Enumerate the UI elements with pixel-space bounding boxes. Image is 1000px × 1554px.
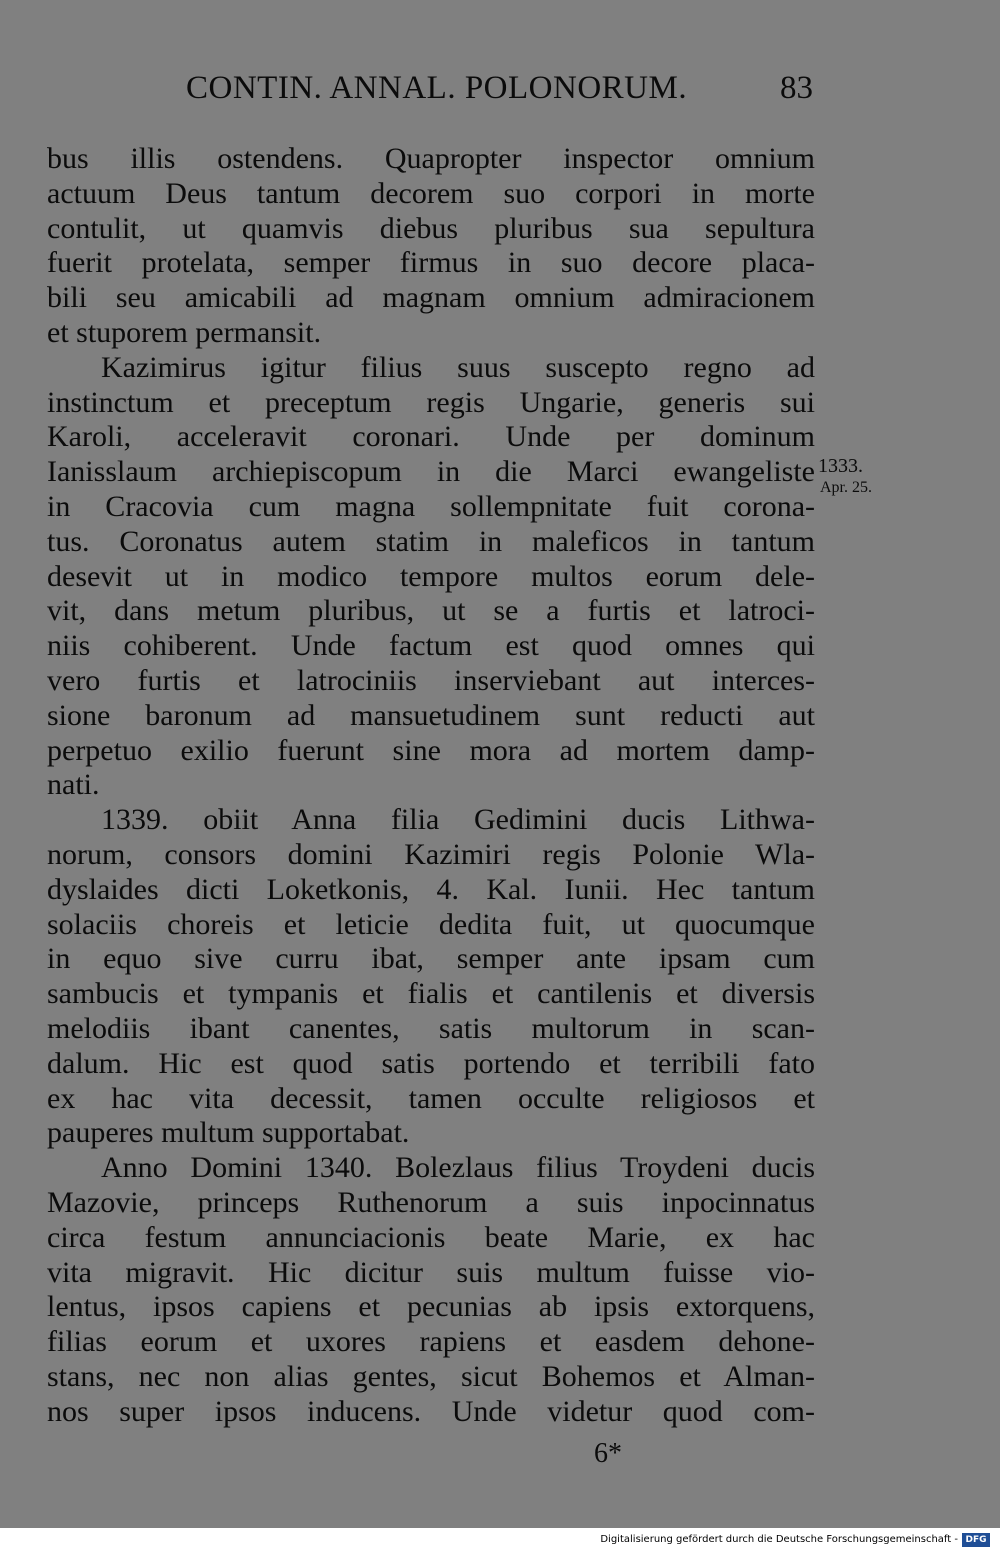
margin-note-year: 1333.	[818, 455, 863, 477]
page-number: 83	[780, 70, 813, 106]
text-line: bus illis ostendens. Quapropter inspector omnium	[47, 142, 815, 175]
body-text	[47, 142, 815, 1429]
text-line: circa festum annunciacionis beate Marie, ex hac	[47, 1220, 815, 1254]
text-line: in equo sive curru ibat, semper ante ipsam cum	[47, 942, 815, 976]
text-line: solaciis choreis et leticie dedita fuit, ut quocumque	[47, 907, 815, 941]
text-line: actuum Deus tantum decorem suo corpori in morte	[47, 176, 815, 210]
running-head	[0, 70, 1000, 110]
footer-credit: Digitalisierung gefördert durch die Deutsche Forschungsgemeinschaft -	[600, 1534, 958, 1545]
text-line: in Cracovia cum magna sollempnitate fuit corona-	[47, 489, 815, 523]
signature-mark: 6*	[594, 1438, 622, 1469]
text-line: Mazovie, princeps Ruthenorum a suis inpocinnatus	[47, 1185, 815, 1219]
text-line: dyslaides dicti Loketkonis, 4. Kal. Iunii. Hec tantum	[47, 872, 815, 906]
text-line: filias eorum et uxores rapiens et easdem dehone-	[47, 1325, 815, 1359]
margin-date-note	[818, 455, 872, 499]
digitization-footer	[0, 1528, 1000, 1554]
text-line: desevit ut in modico tempore multos eorum dele-	[47, 559, 815, 593]
text-line: tus. Coronatus autem statim in maleficos in tantum	[47, 524, 815, 558]
text-line: instinctum et preceptum regis Ungarie, generis sui	[47, 385, 815, 419]
margin-note-day: Apr. 25.	[820, 479, 872, 496]
text-line: fuerit protelata, semper firmus in suo decore placa-	[47, 246, 815, 280]
text-line: stans, nec non alias gentes, sicut Bohemos et Alman-	[47, 1359, 815, 1393]
running-title: CONTIN. ANNAL. POLONORUM.	[186, 70, 688, 106]
text-line: Anno Domini 1340. Bolezlaus filius Troydeni ducis	[101, 1151, 815, 1185]
text-line: perpetuo exilio fuerunt sine mora ad mortem damp-	[47, 733, 815, 767]
text-line: nos super ipsos inducens. Unde videtur quod com-	[47, 1394, 815, 1428]
text-line: nati.	[47, 768, 100, 802]
text-line: 1339. obiit Anna filia Gedimini ducis Lithwa-	[101, 803, 815, 837]
text-line: sambucis et tympanis et fialis et cantilenis et diversis	[47, 977, 815, 1011]
text-line: bili seu amicabili ad magnam omnium admiracionem	[47, 281, 815, 315]
text-line: Ianisslaum archiepiscopum in die Marci ewangeliste	[47, 455, 815, 489]
text-line: et stuporem permansit.	[47, 315, 322, 349]
text-line: Karoli, acceleravit coronari. Unde per dominum	[47, 420, 815, 454]
text-line: ex hac vita decessit, tamen occulte religiosos et	[47, 1081, 815, 1115]
text-line: sione baronum ad mansuetudinem sunt reducti aut	[47, 698, 815, 732]
text-line: lentus, ipsos capiens et pecunias ab ipsis extorquens,	[47, 1290, 815, 1324]
dfg-logo: DFG	[962, 1533, 990, 1547]
text-line: vit, dans metum pluribus, ut se a furtis et latroci-	[47, 594, 815, 628]
text-line: niis cohiberent. Unde factum est quod omnes qui	[47, 629, 815, 663]
text-line: Kazimirus igitur filius suus suscepto regno ad	[101, 350, 815, 384]
text-line: dalum. Hic est quod satis portendo et terribili fato	[47, 1046, 815, 1080]
text-line: vita migravit. Hic dicitur suis multum fuisse vio-	[47, 1255, 815, 1289]
text-line: vero furtis et latrociniis inserviebant aut interces-	[47, 663, 815, 697]
text-line: contulit, ut quamvis diebus pluribus sua sepultura	[47, 211, 815, 245]
text-line: norum, consors domini Kazimiri regis Polonie Wla-	[47, 837, 815, 871]
text-line: melodiis ibant canentes, satis multorum in scan-	[47, 1011, 815, 1045]
text-line: pauperes multum supportabat.	[47, 1116, 410, 1150]
